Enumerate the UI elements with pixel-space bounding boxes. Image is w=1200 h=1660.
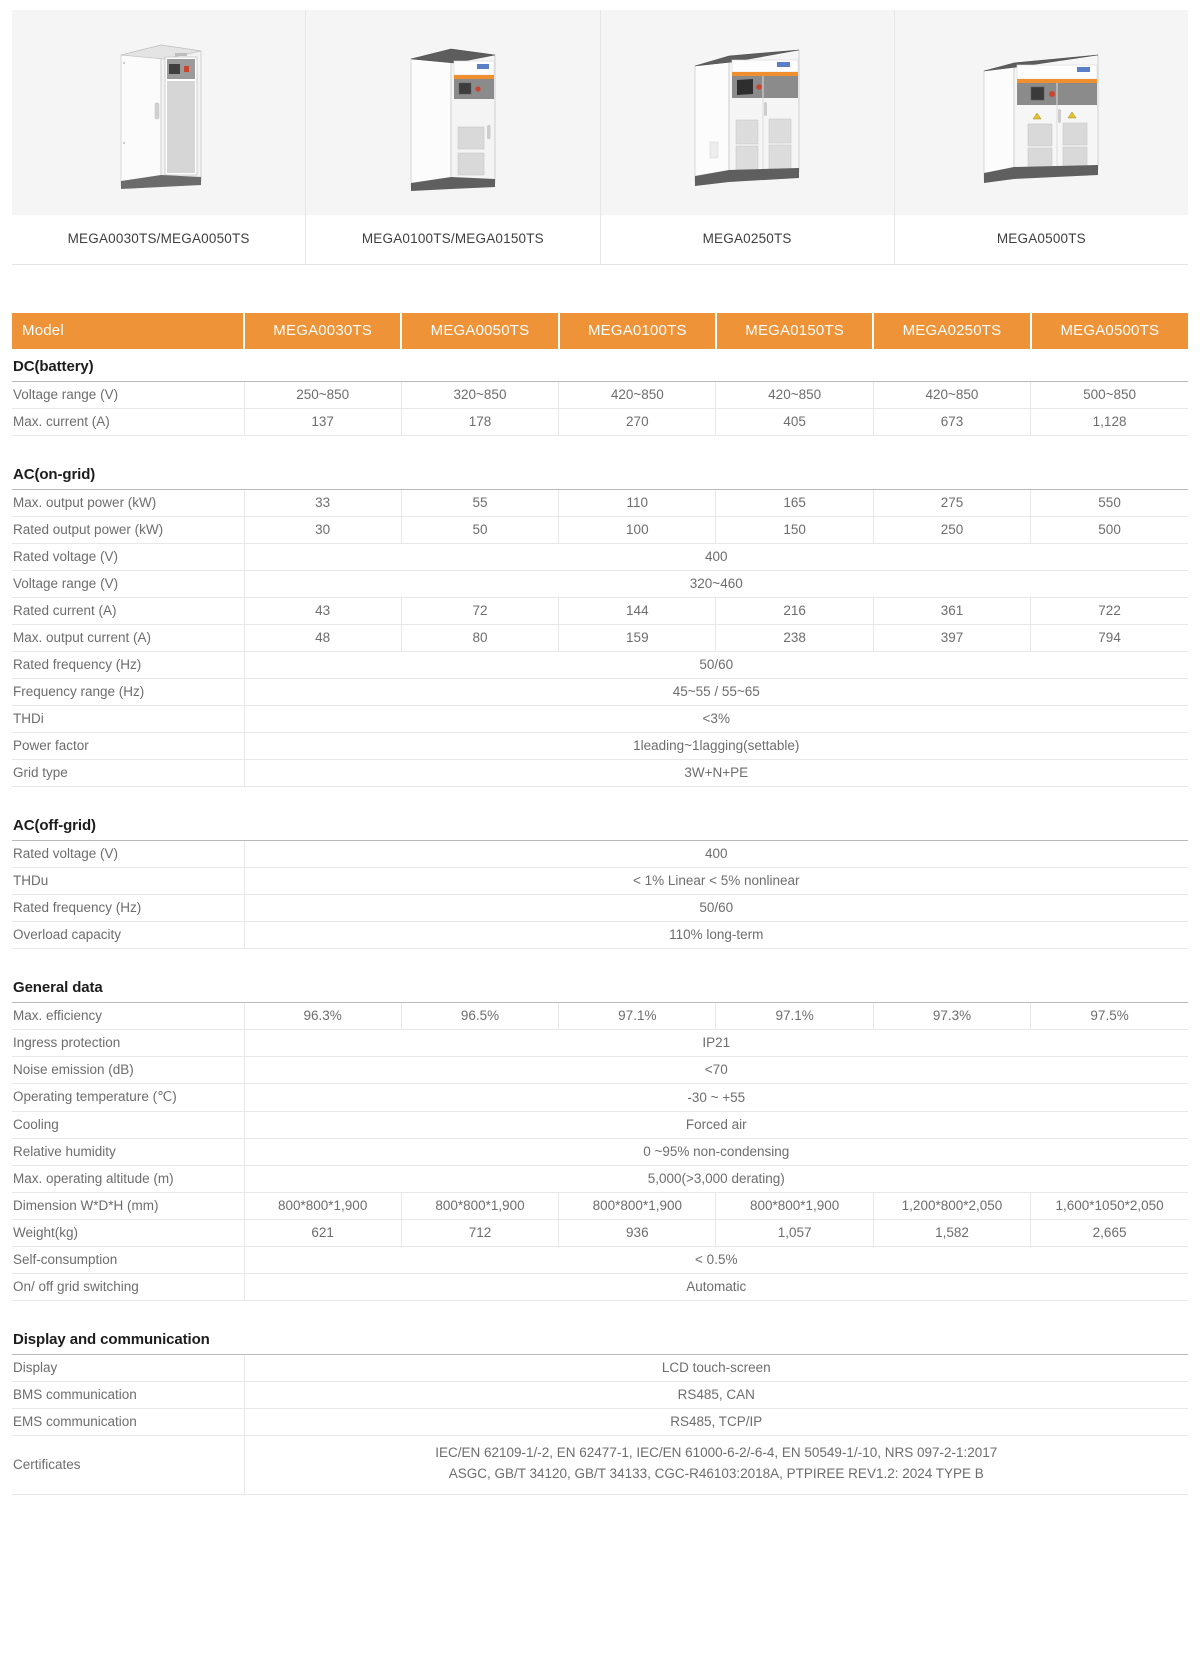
divider bbox=[12, 1494, 1188, 1495]
table-header-row bbox=[12, 313, 1188, 349]
row-value: 96.5% bbox=[401, 1003, 558, 1030]
table-row bbox=[12, 706, 1188, 733]
row-value: 1,128 bbox=[1031, 409, 1188, 436]
table-row bbox=[12, 625, 1188, 652]
section-title-row-general-data bbox=[12, 949, 1188, 1002]
row-value: 250 bbox=[873, 517, 1030, 544]
product-gallery-item bbox=[306, 10, 600, 264]
row-value-spanning: 400 bbox=[244, 841, 1188, 868]
row-value: 97.1% bbox=[559, 1003, 716, 1030]
row-value: 936 bbox=[559, 1220, 716, 1247]
row-value: 361 bbox=[873, 598, 1030, 625]
table-row bbox=[12, 571, 1188, 598]
header-col-mega0100ts: MEGA0100TS bbox=[559, 313, 716, 349]
row-label-rated-frequency-hz: Rated frequency (Hz) bbox=[12, 652, 244, 679]
product-caption: MEGA0030TS/MEGA0050TS bbox=[12, 215, 305, 264]
row-label-frequency-range-hz: Frequency range (Hz) bbox=[12, 679, 244, 706]
row-value: 55 bbox=[401, 490, 558, 517]
table-row bbox=[12, 895, 1188, 922]
section-title: Display and communication bbox=[13, 1331, 210, 1348]
row-value-spanning: 110% long-term bbox=[244, 922, 1188, 949]
row-label-max-efficiency: Max. efficiency bbox=[12, 1003, 244, 1030]
row-value: 110 bbox=[559, 490, 716, 517]
row-label-rated-voltage-v: Rated voltage (V) bbox=[12, 841, 244, 868]
table-row bbox=[12, 1436, 1188, 1495]
product-image-mega0250 bbox=[601, 10, 894, 215]
row-label-max-output-current-a: Max. output current (A) bbox=[12, 625, 244, 652]
row-value: 1,057 bbox=[716, 1220, 873, 1247]
row-value: 275 bbox=[873, 490, 1030, 517]
row-label-rated-output-power-kw: Rated output power (kW) bbox=[12, 517, 244, 544]
row-label-overload-capacity: Overload capacity bbox=[12, 922, 244, 949]
certificate-line: ASGC, GB/T 34120, GB/T 34133, CGC-R46103:2018A, PTPIREE REV1.2: 2024 TYPE B bbox=[448, 1465, 984, 1481]
header-col-mega0050ts: MEGA0050TS bbox=[401, 313, 558, 349]
row-value: 405 bbox=[716, 409, 873, 436]
row-label-thdi: THDi bbox=[12, 706, 244, 733]
row-value: 800*800*1,900 bbox=[244, 1193, 401, 1220]
section-title-row-display-and-communication bbox=[12, 1301, 1188, 1354]
row-value-spanning: < 1% Linear < 5% nonlinear bbox=[244, 868, 1188, 895]
row-value-spanning: 320~460 bbox=[244, 571, 1188, 598]
row-label-ems-communication: EMS communication bbox=[12, 1409, 244, 1436]
row-value: 165 bbox=[716, 490, 873, 517]
row-value: 33 bbox=[244, 490, 401, 517]
row-value-spanning: 5,000(>3,000 derating) bbox=[244, 1166, 1188, 1193]
row-label-bms-communication: BMS communication bbox=[12, 1382, 244, 1409]
table-row bbox=[12, 409, 1188, 436]
table-row bbox=[12, 517, 1188, 544]
product-image-mega0100-0150 bbox=[306, 10, 599, 215]
row-label-max-operating-altitude-m: Max. operating altitude (m) bbox=[12, 1166, 244, 1193]
row-value: 238 bbox=[716, 625, 873, 652]
row-value: 97.1% bbox=[716, 1003, 873, 1030]
inverter-cabinet-single-door-orange-icon bbox=[401, 33, 505, 193]
table-row bbox=[12, 1220, 1188, 1247]
row-value: 50 bbox=[401, 517, 558, 544]
product-gallery-item bbox=[12, 10, 306, 264]
row-value: 96.3% bbox=[244, 1003, 401, 1030]
row-label-ingress-protection: Ingress protection bbox=[12, 1030, 244, 1057]
row-value: 1,600*1050*2,050 bbox=[1031, 1193, 1188, 1220]
row-value: 1,582 bbox=[873, 1220, 1030, 1247]
row-value-spanning: LCD touch-screen bbox=[244, 1355, 1188, 1382]
row-label-max-output-power-kw: Max. output power (kW) bbox=[12, 490, 244, 517]
row-label-max-current-a: Max. current (A) bbox=[12, 409, 244, 436]
header-col-mega0030ts: MEGA0030TS bbox=[244, 313, 401, 349]
row-value: 216 bbox=[716, 598, 873, 625]
row-label-power-factor: Power factor bbox=[12, 733, 244, 760]
row-value: 270 bbox=[559, 409, 716, 436]
row-value: 159 bbox=[559, 625, 716, 652]
row-value: 150 bbox=[716, 517, 873, 544]
row-value: 48 bbox=[244, 625, 401, 652]
row-value: 800*800*1,900 bbox=[716, 1193, 873, 1220]
row-value-spanning: RS485, TCP/IP bbox=[244, 1409, 1188, 1436]
row-value: 800*800*1,900 bbox=[401, 1193, 558, 1220]
section-title: AC(off-grid) bbox=[13, 817, 96, 834]
row-value: 178 bbox=[401, 409, 558, 436]
section-title: AC(on-grid) bbox=[13, 466, 96, 483]
row-value-spanning: 0 ~95% non-condensing bbox=[244, 1139, 1188, 1166]
table-row bbox=[12, 1274, 1188, 1301]
section-title: DC(battery) bbox=[13, 358, 94, 375]
specification-table bbox=[12, 313, 1188, 1495]
row-label-rated-frequency-hz: Rated frequency (Hz) bbox=[12, 895, 244, 922]
section-title-row-ac-on-grid bbox=[12, 436, 1188, 489]
row-label-voltage-range-v: Voltage range (V) bbox=[12, 571, 244, 598]
product-caption: MEGA0500TS bbox=[895, 215, 1188, 264]
row-value: 550 bbox=[1031, 490, 1188, 517]
row-value-spanning bbox=[244, 1436, 1188, 1495]
row-value: 712 bbox=[401, 1220, 558, 1247]
header-col-mega0150ts: MEGA0150TS bbox=[716, 313, 873, 349]
specification-table-wrapper bbox=[12, 313, 1188, 1495]
table-row bbox=[12, 1355, 1188, 1382]
table-row bbox=[12, 652, 1188, 679]
row-value: 30 bbox=[244, 517, 401, 544]
product-image-mega0500 bbox=[895, 10, 1188, 215]
product-gallery bbox=[12, 10, 1188, 265]
row-value: 43 bbox=[244, 598, 401, 625]
row-label-certificates: Certificates bbox=[12, 1436, 244, 1495]
table-row bbox=[12, 1139, 1188, 1166]
table-row bbox=[12, 1193, 1188, 1220]
row-value-spanning: 50/60 bbox=[244, 895, 1188, 922]
row-value-spanning: IP21 bbox=[244, 1030, 1188, 1057]
table-row bbox=[12, 1057, 1188, 1084]
section-title-row-ac-off-grid bbox=[12, 787, 1188, 840]
row-value: 250~850 bbox=[244, 382, 401, 409]
row-value: 144 bbox=[559, 598, 716, 625]
table-row bbox=[12, 1409, 1188, 1436]
row-value: 397 bbox=[873, 625, 1030, 652]
table-row bbox=[12, 1166, 1188, 1193]
row-value: 621 bbox=[244, 1220, 401, 1247]
product-gallery-item bbox=[895, 10, 1188, 264]
row-value: 420~850 bbox=[559, 382, 716, 409]
row-value-spanning: 3W+N+PE bbox=[244, 760, 1188, 787]
row-label-on-off-grid-switching: On/ off grid switching bbox=[12, 1274, 244, 1301]
row-label-noise-emission-db: Noise emission (dB) bbox=[12, 1057, 244, 1084]
certificate-line: IEC/EN 62109-1/-2, EN 62477-1, IEC/EN 61000-6-2/-6-4, EN 50549-1/-10, NRS 097-2-1:2017 bbox=[435, 1445, 998, 1460]
row-value-spanning: Forced air bbox=[244, 1112, 1188, 1139]
row-label-voltage-range-v: Voltage range (V) bbox=[12, 382, 244, 409]
row-label-cooling: Cooling bbox=[12, 1112, 244, 1139]
row-value: 500~850 bbox=[1031, 382, 1188, 409]
table-row bbox=[12, 1030, 1188, 1057]
row-value: 420~850 bbox=[716, 382, 873, 409]
section-title: General data bbox=[13, 979, 103, 996]
product-caption: MEGA0100TS/MEGA0150TS bbox=[306, 215, 599, 264]
row-label-self-consumption: Self-consumption bbox=[12, 1247, 244, 1274]
header-model: Model bbox=[12, 313, 244, 349]
table-row bbox=[12, 1084, 1188, 1112]
row-value: 320~850 bbox=[401, 382, 558, 409]
row-value-spanning: 1leading~1lagging(settable) bbox=[244, 733, 1188, 760]
row-value: 673 bbox=[873, 409, 1030, 436]
table-row bbox=[12, 1382, 1188, 1409]
row-value: 72 bbox=[401, 598, 558, 625]
header-col-mega0500ts: MEGA0500TS bbox=[1031, 313, 1188, 349]
table-row bbox=[12, 760, 1188, 787]
row-value: 97.5% bbox=[1031, 1003, 1188, 1030]
row-label-dimension-w-d-h-mm: Dimension W*D*H (mm) bbox=[12, 1193, 244, 1220]
row-value-spanning: 45~55 / 55~65 bbox=[244, 679, 1188, 706]
section-title-row-dc-battery bbox=[12, 349, 1188, 381]
row-label-display: Display bbox=[12, 1355, 244, 1382]
row-label-weight-kg: Weight(kg) bbox=[12, 1220, 244, 1247]
row-value: 80 bbox=[401, 625, 558, 652]
row-value-spanning: Automatic bbox=[244, 1274, 1188, 1301]
table-row bbox=[12, 544, 1188, 571]
row-value: 1,200*800*2,050 bbox=[873, 1193, 1030, 1220]
row-value-spanning: 400 bbox=[244, 544, 1188, 571]
row-value-spanning: -30 ~ +55 bbox=[244, 1084, 1188, 1112]
table-row bbox=[12, 868, 1188, 895]
row-value: 2,665 bbox=[1031, 1220, 1188, 1247]
table-row bbox=[12, 841, 1188, 868]
table-row bbox=[12, 598, 1188, 625]
row-value: 100 bbox=[559, 517, 716, 544]
table-body bbox=[12, 349, 1188, 1495]
row-label-operating-temperature: Operating temperature (℃) bbox=[12, 1084, 244, 1112]
table-row bbox=[12, 679, 1188, 706]
row-value: 800*800*1,900 bbox=[559, 1193, 716, 1220]
row-value: 500 bbox=[1031, 517, 1188, 544]
inverter-cabinet-single-door-icon bbox=[109, 33, 209, 193]
table-row bbox=[12, 382, 1188, 409]
inverter-cabinet-double-door-icon bbox=[685, 34, 809, 192]
row-label-grid-type: Grid type bbox=[12, 760, 244, 787]
product-caption: MEGA0250TS bbox=[601, 215, 894, 264]
product-image-mega0030-0050 bbox=[12, 10, 305, 215]
row-value: 794 bbox=[1031, 625, 1188, 652]
product-gallery-item bbox=[601, 10, 895, 264]
row-value-spanning: <3% bbox=[244, 706, 1188, 733]
table-row bbox=[12, 922, 1188, 949]
header-col-mega0250ts: MEGA0250TS bbox=[873, 313, 1030, 349]
row-value-spanning: <70 bbox=[244, 1057, 1188, 1084]
row-label-rated-voltage-v: Rated voltage (V) bbox=[12, 544, 244, 571]
section-end-divider bbox=[12, 1494, 1188, 1495]
table-row bbox=[12, 733, 1188, 760]
row-value: 420~850 bbox=[873, 382, 1030, 409]
row-value: 137 bbox=[244, 409, 401, 436]
row-value: 722 bbox=[1031, 598, 1188, 625]
row-value-spanning: 50/60 bbox=[244, 652, 1188, 679]
table-row bbox=[12, 1112, 1188, 1139]
inverter-cabinet-wide-double-door-icon bbox=[974, 37, 1108, 189]
row-label-relative-humidity: Relative humidity bbox=[12, 1139, 244, 1166]
table-row bbox=[12, 1003, 1188, 1030]
table-row bbox=[12, 490, 1188, 517]
row-value: 97.3% bbox=[873, 1003, 1030, 1030]
row-value-spanning: < 0.5% bbox=[244, 1247, 1188, 1274]
row-label-rated-current-a: Rated current (A) bbox=[12, 598, 244, 625]
row-value-spanning: RS485, CAN bbox=[244, 1382, 1188, 1409]
table-row bbox=[12, 1247, 1188, 1274]
row-label-thdu: THDu bbox=[12, 868, 244, 895]
